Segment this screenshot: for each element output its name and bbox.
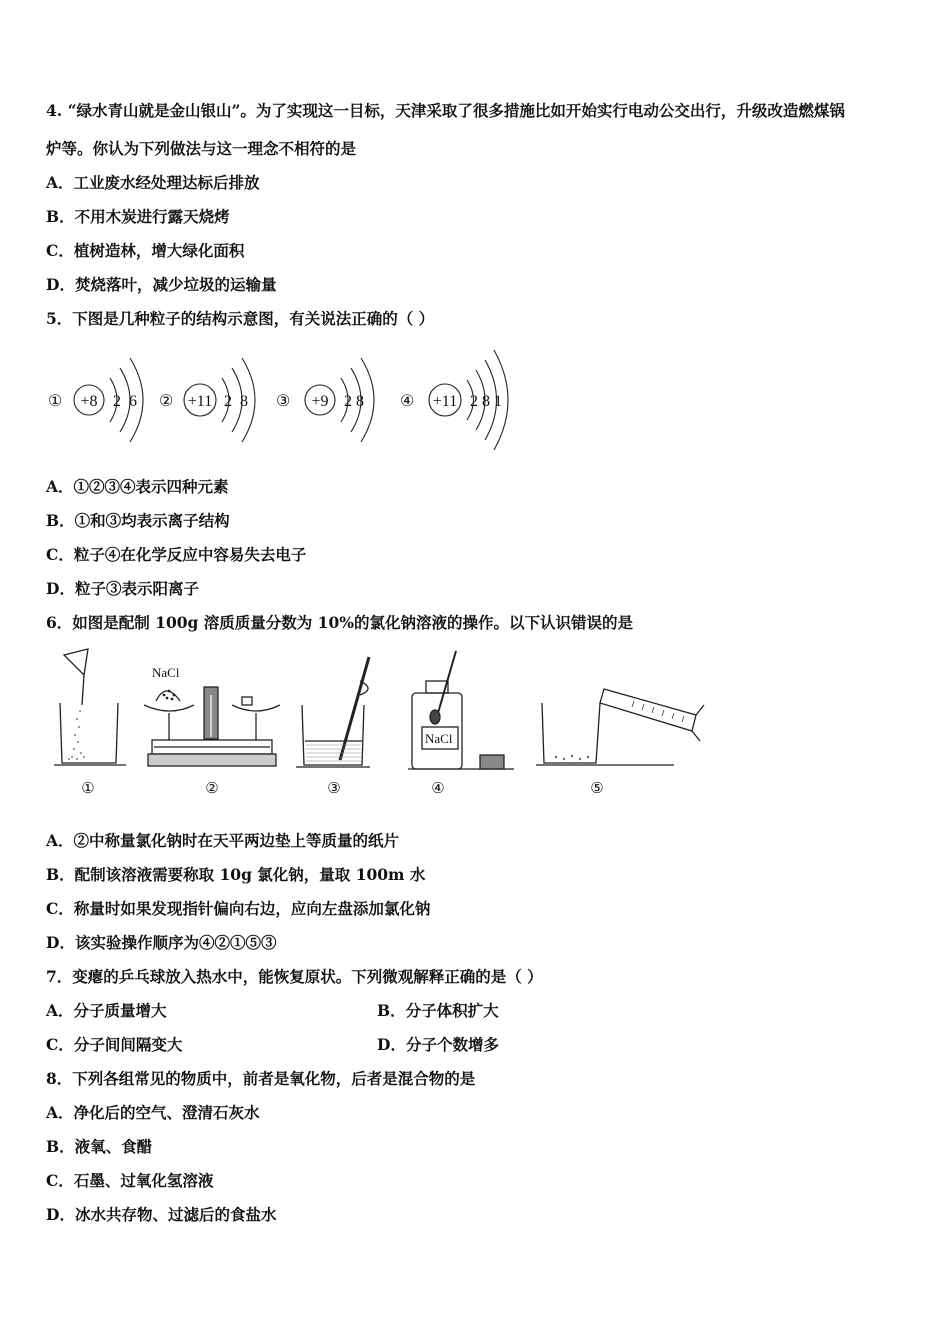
q8-stem: 8．下列各组常见的物质中，前者是氧化物，后者是混合物的是 [46,1069,476,1088]
q8-option-c: C．石墨、过氧化氢溶液 [46,1171,214,1190]
q7-option-a: A．分子质量增大 [46,1001,167,1020]
q4-option-a: A．工业废水经处理达标后排放 [46,173,260,192]
q4-stem-line1: 4. “绿水青山就是金山银山”。为了实现这一目标，天津采取了很多措施比如开始实行电动公交出行，升级改造燃煤锅 [46,101,845,120]
particle-3-label: ③ [276,393,291,410]
particle-4-shells: 2 8 1 [470,393,502,410]
fig-label-3: ③ [327,781,341,797]
nacl-label-bottle: NaCl [425,731,453,746]
fig-label-5: ⑤ [590,781,604,797]
particle-3-nucleus: +9 [311,393,329,410]
q6-option-d: D．该实验操作顺序为④②①⑤③ [46,933,277,952]
particle-2-nucleus: +11 [187,393,213,410]
particle-3-shells: 2 8 [344,393,364,410]
q5-option-d: D．粒子③表示阳离子 [46,579,199,598]
q8-option-d: D．冰水共存物、过滤后的食盐水 [46,1205,277,1224]
q5-option-b: B．①和③均表示离子结构 [46,511,230,530]
particle-1-shells: 2 6 [113,393,137,410]
particle-1-label: ① [48,393,63,410]
q4-stem-line2: 炉等。你认为下列做法与这一理念不相符的是 [46,139,357,158]
q4-option-c: C．植树造林，增大绿化面积 [46,241,245,260]
q4-option-d: D．焚烧落叶，减少垃圾的运输量 [46,275,277,294]
fig-label-1: ① [81,781,95,797]
q6-stem: 6．如图是配制 100g 溶质质量分数为 10%的氯化钠溶液的操作。以下认识错误的是 [46,613,633,632]
q6-option-a: A．②中称量氯化钠时在天平两边垫上等质量的纸片 [46,831,400,850]
solution-preparation-figure [44,645,714,805]
q7-option-d: D．分子个数增多 [377,1035,499,1054]
q6-option-b: B．配制该溶液需要称取 10g 氯化钠，量取 100m 水 [46,865,426,884]
q4-option-b: B．不用木炭进行露天烧烤 [46,207,230,226]
particle-2-label: ② [159,393,174,410]
particle-2-shells: 2 8 [224,393,248,410]
particle-1-nucleus: +8 [80,393,98,410]
q7-option-c: C．分子间间隔变大 [46,1035,183,1054]
q7-option-b: B．分子体积扩大 [377,1001,499,1020]
particle-4-nucleus: +11 [432,393,458,410]
q8-option-a: A．净化后的空气、澄清石灰水 [46,1103,260,1122]
q6-option-c: C．称量时如果发现指针偏向右边，应向左盘添加氯化钠 [46,899,431,918]
q5-stem: 5．下图是几种粒子的结构示意图，有关说法正确的（ ） [46,309,435,328]
nacl-label-top: NaCl [152,665,180,680]
fig-label-4: ④ [431,781,445,797]
particle-4-label: ④ [400,393,415,410]
q5-option-c: C．粒子④在化学反应中容易失去电子 [46,545,307,564]
q8-option-b: B．液氧、食醋 [46,1137,153,1156]
atomic-structure-diagram [44,340,524,460]
fig-label-2: ② [205,781,219,797]
q5-option-a: A．①②③④表示四种元素 [46,477,229,496]
q7-stem: 7．变瘪的乒乓球放入热水中，能恢复原状。下列微观解释正确的是（ ） [46,967,543,986]
